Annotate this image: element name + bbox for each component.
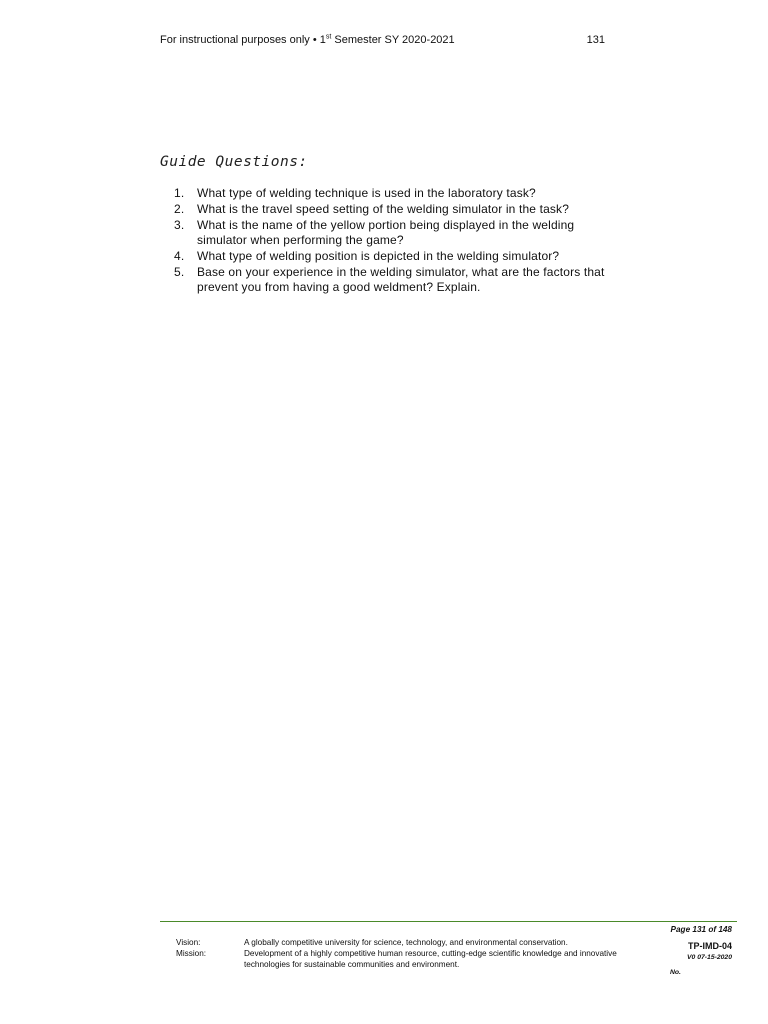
question-text: Base on your experience in the welding simulator, what are the factors that prevent you from having a good weldment? Explain. (197, 265, 605, 294)
question-text: What type of welding position is depicted in the welding simulator? (197, 249, 560, 263)
document-code: TP-IMD-04 (687, 941, 732, 951)
question-number: 5. (174, 265, 185, 279)
version-date: V0 07-15-2020 (687, 954, 732, 961)
question-item (160, 202, 620, 217)
header-course-info (160, 34, 455, 46)
question-text: What type of welding technique is used in the laboratory task? (197, 186, 536, 200)
question-text: What is the name of the yellow portion being displayed in the welding simulator when performing the game? (197, 218, 575, 247)
mission-label: Mission: (176, 949, 207, 958)
page-footer (176, 937, 624, 970)
footer-divider (160, 921, 737, 922)
mission-row (176, 948, 624, 970)
no-label: No. (670, 969, 681, 976)
question-number: 3. (174, 218, 185, 232)
header-superscript: st (325, 33, 332, 41)
header-page-number: 131 (586, 34, 605, 46)
question-number: 4. (174, 249, 185, 263)
header-text-part: Semester SY 2020-2021 (331, 34, 455, 46)
question-text: What is the travel speed setting of the welding simulator in the task? (197, 202, 570, 216)
section-title: Guide Questions: (160, 154, 308, 170)
page-of-total: Page 131 of 148 (670, 925, 732, 934)
vision-text: A globally competitive university for science, technology, and environmental conservation. (244, 938, 568, 947)
vision-label: Vision: (176, 938, 201, 947)
page-info-block (660, 924, 732, 978)
header-text-part: For instructional purposes only • 1 (160, 34, 326, 46)
question-number: 1. (174, 186, 185, 200)
guide-questions-list (160, 186, 620, 296)
vision-row (176, 937, 624, 948)
question-item (160, 186, 620, 201)
question-item (160, 265, 620, 295)
mission-text: Development of a highly competitive human resource, cutting-edge scientific knowledge and innovative technologies for sustainable communities and environment. (244, 949, 617, 969)
question-number: 2. (174, 202, 185, 216)
question-item (160, 218, 620, 248)
question-item (160, 249, 620, 264)
